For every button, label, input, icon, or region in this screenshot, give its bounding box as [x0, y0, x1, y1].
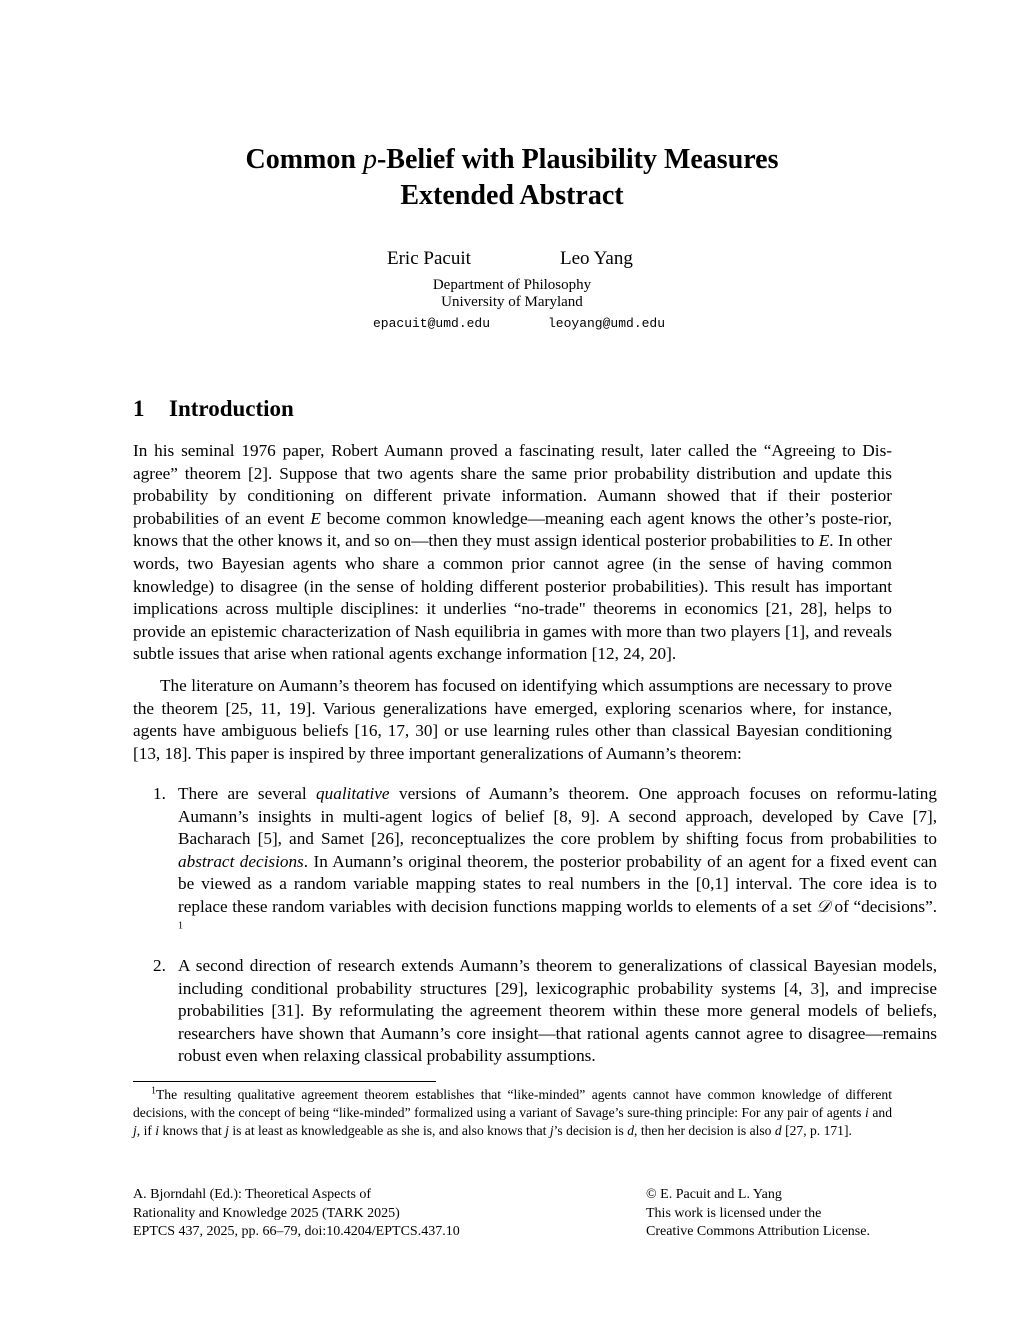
item1-text-d: interval. The core idea is to replace these random variables with decision functions mapping worlds to elements of a set: [178, 874, 937, 916]
item1-text-e: of “decisions”.: [829, 896, 937, 916]
section-number: 1: [133, 396, 145, 421]
list-item: [133, 955, 937, 1068]
author-names: [0, 248, 1024, 278]
footnote-text-e: is at least as knowledgeable as she is, and also knows that: [228, 1123, 550, 1138]
list-marker: 1.: [153, 784, 166, 803]
footer-editor-line: A. Bjorndahl (Ed.): Theoretical Aspects of: [133, 1187, 372, 1202]
math-decision-set: 𝒟: [816, 896, 830, 916]
item1-text-a: There are several: [178, 784, 317, 803]
paper-title: [0, 142, 1024, 214]
footnote-text-a: The resulting qualitative agreement theorem establishes that “like-minded” agents cannot have common knowledge of different decisions, with the concept of being “like-minded” formalized using a variant of Savage’s sure-thing principle: For any pair of agents: [133, 1087, 892, 1120]
footnote-text-d: knows that: [159, 1123, 226, 1138]
footer-cc-license-link[interactable]: Creative Commons Attribution License.: [646, 1224, 870, 1239]
p1-text-c: . In other words, two Bayesian agents who share a common prior cannot agree (in the sense of having common knowledge) to disagree (in the sense of holding different posterior probabilities). This result has important implications across multiple disciplines: it underlies “no-trade" theorems in economics [21, 28], helps to provide an epistemic characterization of Nash equilibria in games with more than two players [1], and reveals subtle issues that arise when rational agents exchange information [12, 24, 20].: [133, 531, 893, 664]
math-agent-i: i: [155, 1123, 160, 1138]
author-pacuit: Eric Pacuit: [387, 248, 471, 269]
math-agent-j: j: [549, 1123, 554, 1138]
p1-text-b: become common knowledge—meaning each agent knows the other’s poste-rior, knows that the other knows it, and so on—then they must assign identical posterior probabilities to: [133, 508, 892, 551]
affiliation-university: University of Maryland: [441, 294, 583, 310]
footnote-text-b: and: [868, 1105, 892, 1120]
section-heading: [133, 396, 294, 422]
affiliation-department: Department of Philosophy: [432, 277, 592, 293]
footer-license-info: [646, 1186, 870, 1242]
paragraph-2: The literature on Aumann’s theorem has focused on identifying which assumptions are necessary to prove the theorem [25, 11, 19]. Various generalizations have emerged, exploring scenarios where, for instance, agents have ambiguous beliefs [16, 17, 30] or use learning rules other than classical Bayesian conditioning [13, 18]. This paper is inspired by three important generalizations of Aumann’s theorem:: [133, 676, 892, 763]
math-event-e: E: [310, 508, 321, 528]
item1-emphasis-qualitative: qualitative: [316, 784, 390, 803]
footnote-text-f: ’s decision is: [553, 1123, 628, 1138]
item2-text: A second direction of research extends Aumann’s theorem to generalizations of classical Bayesian models, including conditional probability structures [29], lexicographic probability systems [4, 3], and imprecise probabilities [31]. By reformulating the agreement theorem within these more general models of beliefs, researchers have shown that Aumann’s core insight—that rational agents cannot agree to disagree—remains robust even when relaxing classical probability assumptions.: [178, 956, 937, 1066]
item1-text-b: versions of Aumann’s theorem. One approach focuses on reformu-lating Aumann’s insights in multi-agent logics of belief [8, 9]. A second approach, developed by Cave [7], Bacharach [5], and Samet [26], reconceptualizes the core problem by shifting focus from probabilities to: [178, 784, 937, 849]
list-item: [133, 783, 937, 941]
footnote-text-c: , if: [136, 1123, 156, 1138]
author-yang: Leo Yang: [560, 248, 633, 269]
item1-emphasis-abstract-decisions: abstract decisions: [178, 851, 304, 871]
title-text-b: -Belief with Plausibility Measures: [376, 144, 779, 175]
email-pacuit[interactable]: epacuit@umd.edu: [373, 316, 491, 331]
title-math-p: p: [362, 144, 377, 175]
math-agent-i: i: [865, 1105, 869, 1120]
footer-publication-info: [133, 1186, 460, 1242]
email-yang[interactable]: leoyang@umd.edu: [548, 316, 666, 331]
footnote-text-h: [27, p. 171].: [781, 1123, 852, 1138]
math-decision-d: d: [627, 1123, 635, 1138]
footnote-text-g: , then her decision is also: [634, 1123, 775, 1138]
item1-text-c: . In Aumann’s original theorem, the posterior probability of an agent for a fixed event can be viewed as a random variable mapping states to real numbers in the: [178, 851, 937, 894]
affiliation: [0, 277, 1024, 311]
section-title: Introduction: [169, 396, 294, 421]
math-decision-d: d: [774, 1123, 782, 1138]
title-text-a: Common: [245, 144, 363, 175]
title-line-2: Extended Abstract: [400, 180, 624, 211]
math-interval: [0,1]: [695, 874, 729, 894]
title-line-1: [0, 142, 1024, 178]
math-agent-j: j: [225, 1123, 229, 1138]
math-event-e: E: [818, 531, 830, 551]
paragraph-1: [133, 440, 892, 666]
footnote-reference[interactable]: 1: [178, 919, 183, 931]
footnote: [133, 1086, 892, 1140]
footer-doi-line[interactable]: EPTCS 437, 2025, pp. 66–79, doi:10.4204/EPTCS.437.10: [133, 1224, 460, 1239]
footer-venue-line: Rationality and Knowledge 2025 (TARK 2025): [133, 1205, 400, 1221]
footer-license-line: This work is licensed under the: [646, 1205, 822, 1221]
p1-text-a: In his seminal 1976 paper, Robert Aumann proved a fascinating result, later called the “Agreeing to Dis-agree” theorem [2]. Suppose that two agents share the same prior probability distribution and update this probability by conditioning on different private information. Aumann showed that if their posterior probabilities of an event: [133, 441, 892, 528]
author-emails: [0, 316, 1024, 336]
footnote-divider: [133, 1081, 436, 1082]
list-marker: 2.: [153, 956, 166, 975]
footer-copyright-line: © E. Pacuit and L. Yang: [646, 1187, 782, 1202]
math-agent-j: j: [133, 1123, 137, 1138]
footnote-marker: 1: [151, 1085, 156, 1097]
